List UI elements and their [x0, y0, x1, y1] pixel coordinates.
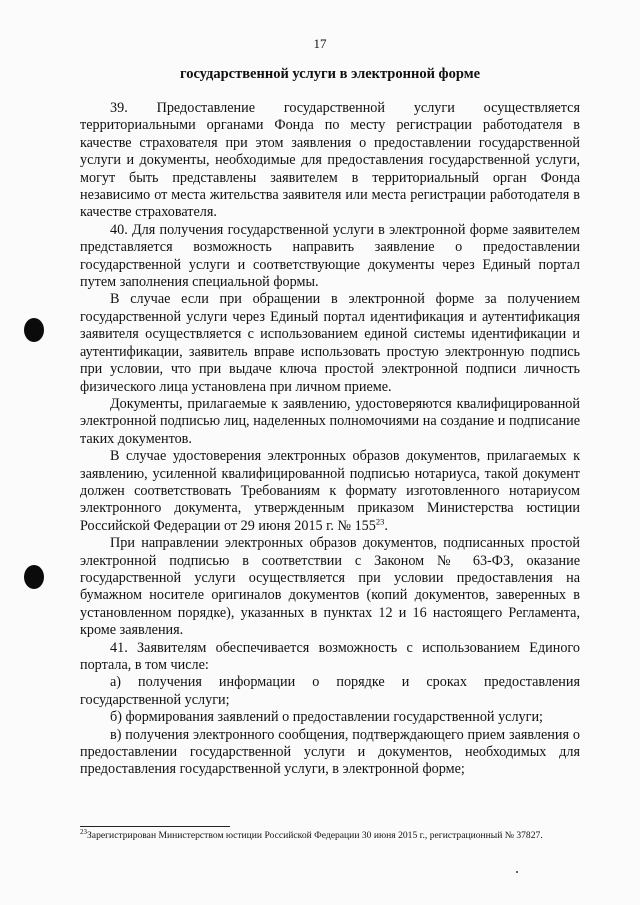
paragraph-text: В случае удостоверения электронных образов документов, прилагаемых к заявлению, усиленной квалифицированной подписью нотариуса, такой документ должен соответствовать Требованиям к формату изготовленного нотариусом электронного документа, утвержденным приказом Министерства юстиции Российской Федерации от 29 июня 2015 г. № 155 [80, 448, 580, 534]
paragraph-41: 41. Заявителям обеспечивается возможность с использованием Единого портала, в том числе: [80, 639, 580, 673]
page-number: 17 [313, 36, 327, 51]
paragraph-attached-documents: Документы, прилагаемые к заявлению, удостоверяются квалифицированной электронной подписью лиц, наделенных полномочиями на создание и подписание таких документов. [80, 395, 580, 447]
footnote-divider [80, 826, 230, 827]
footnote [80, 829, 580, 842]
paragraph-40: 40. Для получения государственной услуги в электронной форме заявителем представляется возможность направить заявление о предоставлении государственной услуги и соответствующие документы через Единый портал путем заполнения специальной формы. [80, 221, 580, 291]
footnote-text: Зарегистрирован Министерством юстиции Российской Федерации 30 июня 2015 г., регистрационный № 37827. [87, 830, 543, 841]
paragraph-notary-signature [80, 448, 580, 535]
paragraph-simple-signature: В случае если при обращении в электронной форме за получением государственной услуги через Единый портал идентификация и аутентификация заявителя осуществляется с использованием единой системы идентификации и аутентификации, заявитель вправе использовать простую электронную подпись при условии, что при выдаче ключа простой электронной подписи личность физического лица установлена при личном приеме. [80, 291, 580, 395]
paragraph-39: 39. Предоставление государственной услуги осуществляется территориальными органами Фонда по месту регистрации работодателя в качестве страхователя при этом заявления о предоставлении государственной услуги и документы, необходимые для предоставления государственной услуги, могут быть представлены заявителем в территориальный орган Фонда независимо от места жительства заявителя или места регистрации работодателя в качестве страхователя. [80, 100, 580, 221]
list-item-a: а) получения информации о порядке и сроках предоставления государственной услуги; [80, 674, 580, 708]
paragraph-paper-originals: При направлении электронных образов документов, подписанных простой электронной подписью в соответствии с Законом № 63-ФЗ, оказание государственной услуги осуществляется при условии предоставления на бумажном носителе оригиналов документов (копий документов, заверенных в установленном порядке), указанных в пунктах 12 и 16 настоящего Регламента, кроме заявления. [80, 535, 580, 639]
list-item-b: б) формирования заявлений о предоставлении государственной услуги; [110, 709, 543, 726]
binder-hole-mark [24, 565, 44, 589]
scan-speck [516, 871, 518, 873]
list-item-v: в) получения электронного сообщения, подтверждающего прием заявления о предоставлении государственной услуги и документов, необходимых для предоставления государственной услуги, в электронной форме; [80, 726, 580, 778]
section-heading: государственной услуги в электронной форме [179, 66, 481, 82]
document-body [80, 100, 580, 779]
paragraph-tail: . [384, 517, 388, 534]
footnote-marker: 23 [80, 827, 87, 836]
binder-hole-mark [24, 318, 44, 342]
footnote-reference: 23 [375, 516, 385, 527]
